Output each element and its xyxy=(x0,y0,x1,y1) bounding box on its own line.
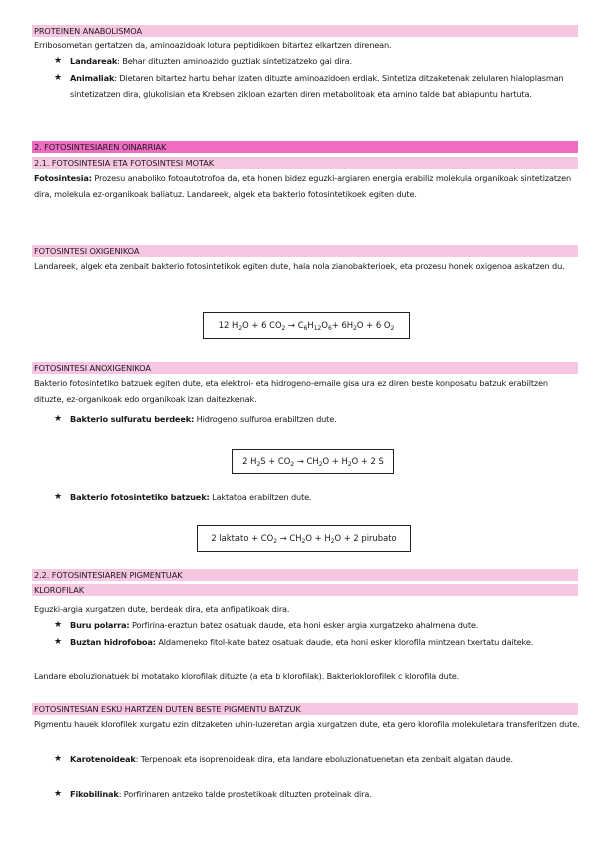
formula-sub: 2 xyxy=(238,325,243,332)
formula-part: H xyxy=(307,320,314,330)
list-item xyxy=(54,70,578,103)
formula-box-sulfur xyxy=(232,449,394,474)
star-bullet-icon: ★ xyxy=(54,492,62,502)
formula-box-oxygenic xyxy=(203,312,410,339)
star-bullet-icon: ★ xyxy=(54,73,62,83)
section-header-proteinen-anabolismoa: PROTEINEN ANABOLISMOA xyxy=(32,25,578,37)
formula-part: 12 H xyxy=(218,320,239,330)
formula-sub: 2 xyxy=(330,538,335,545)
section-header-fotosintesiaren-oinarriak: 2. FOTOSINTESIAREN OINARRIAK xyxy=(32,141,578,153)
term: Animaliak xyxy=(70,73,115,83)
formula-sub: 2 xyxy=(273,538,278,545)
paragraph: Bakterio fotosintetiko batzuek egiten dute, eta elektroi- eta hidrogeno-emaile gisa ura ez diren beste konposatu batzuk erabiltzen dituzte, ez-organikoak edo organikoak izan daitezkenak. xyxy=(34,378,548,405)
formula-sub: 2 xyxy=(353,325,357,332)
list-item xyxy=(54,751,578,767)
list-item xyxy=(54,786,578,802)
formula-part: O + 2 pirubato xyxy=(334,533,397,543)
term: Buztan hidrofoboa: xyxy=(70,637,156,647)
term: Buru polarra: xyxy=(70,620,130,630)
item-text: Hidrogeno sulfuroa erabiltzen dute. xyxy=(194,414,337,424)
definition-text: Prozesu anaboliko fotoautotrofoa da, eta honen bidez eguzki-argiaren energia erabiliz molekula organikoak sintetizatzen dira, molekula ez-organikoak baliatuz. Landareek, algek eta bakterio fotosintetikoek egiten dute. xyxy=(34,173,571,200)
item-text: Porfirina-eraztun batez osatuak daude, eta honi esker argia xurgatzeko ahalmena dute. xyxy=(129,620,479,630)
star-bullet-icon: ★ xyxy=(54,414,62,424)
list-item xyxy=(54,634,578,650)
formula-sub: 2 xyxy=(256,461,261,468)
paragraph: Pigmentu hauek klorofilek xurgatu ezin ditzaketen uhin-luzeretan argia xurgatzen dute, eta gero klorofila molekuletara transferitzen dute. xyxy=(34,719,580,729)
formula-part: O + H xyxy=(305,533,331,543)
formula-sub: 2 xyxy=(290,461,295,468)
formula-part: O + 6 O xyxy=(356,320,391,330)
paragraph: Erribosometan gertatzen da, aminoazidoak lotura peptidikoen bitartez elkartzen direnean. xyxy=(34,40,392,50)
formula-part: O + 6 CO xyxy=(242,320,282,330)
formula-part: 2 laktato + CO xyxy=(211,533,274,543)
item-text: : Porfirinaren antzeko talde prostetikoak dituzten proteinak dira. xyxy=(118,789,372,799)
subsection-header-klorofilak: KLOROFILAK xyxy=(32,584,578,596)
formula-sub: 2 xyxy=(318,461,323,468)
formula-sub: 6 xyxy=(303,325,308,332)
formula-part: O + 2 S xyxy=(351,456,384,466)
section-header-beste-pigmentuak: FOTOSINTESIAN ESKU HARTZEN DUTEN BESTE PIGMENTU BATZUK xyxy=(32,703,578,715)
star-bullet-icon: ★ xyxy=(54,754,62,764)
star-bullet-icon: ★ xyxy=(54,620,62,630)
formula-part: → C xyxy=(285,320,304,330)
subsection-header-fotosintesi-motak: 2.1. FOTOSINTESIA ETA FOTOSINTESI MOTAK xyxy=(32,157,578,169)
list-item xyxy=(54,489,578,505)
term: Karotenoideak xyxy=(70,754,136,764)
section-header-fotosintesi-anoxigenikoa: FOTOSINTESI ANOXIGENIKOA xyxy=(32,362,578,374)
formula-part: → CH xyxy=(277,533,302,543)
list-item xyxy=(54,411,578,427)
item-text: Aldameneko fitol-kate batez osatuak daude, eta honi esker klorofila mintzean txertatu daiteke. xyxy=(155,637,534,647)
list-item xyxy=(54,617,578,633)
formula-sub: 6 xyxy=(327,325,332,332)
item-text: Laktatoa erabiltzen dute. xyxy=(209,492,312,502)
section-header-fotosintesiaren-pigmentuak: 2.2. FOTOSINTESIAREN PIGMENTUAK xyxy=(32,569,578,581)
paragraph: Eguzki-argia xurgatzen dute, berdeak dira, eta anfipatikoak dira. xyxy=(34,604,290,614)
formula-sub: 2 xyxy=(301,538,306,545)
star-bullet-icon: ★ xyxy=(54,637,62,647)
item-text: : Dietaren bitartez hartu behar izaten dituzte aminoazidoen erdiak. Sintetiza ditzaketenak zelularen hialoplasman sintetizatzen dira, glukolisian eta Krebsen zikloan ezarten diren metabolitoak eta amino talde bat abiapuntu hartuta. xyxy=(70,73,564,100)
term: Landareak xyxy=(70,56,118,66)
formula-part: 2 H xyxy=(242,456,257,466)
list-item xyxy=(54,53,578,69)
formula-part: O xyxy=(321,320,328,330)
formula-part: O + H xyxy=(322,456,348,466)
definition-paragraph xyxy=(34,170,580,203)
term: Fotosintesia: xyxy=(34,173,92,183)
formula-sub: 2 xyxy=(281,325,286,332)
paragraph: Landare eboluzionatuek bi motatako klorofilak dituzte (a eta b klorofilak). Bakterioklorofilek c klorofila dute. xyxy=(34,671,460,681)
term: Fikobilinak xyxy=(70,789,119,799)
term: Bakterio fotosintetiko batzuek: xyxy=(70,492,210,502)
formula-part: + 6H xyxy=(331,320,354,330)
term: Bakterio sulfuratu berdeek: xyxy=(70,414,195,424)
paragraph: Landareek, algek eta zenbait bakterio fotosintetikok egiten dute, hala nola zianobakterioek, eta prozesu honek oxigenoa askatzen du. xyxy=(34,261,565,271)
formula-sub: 2 xyxy=(347,461,352,468)
formula-sub: 12 xyxy=(313,325,322,332)
formula-box-laktato xyxy=(197,525,411,552)
formula-part: → CH xyxy=(294,456,319,466)
item-text: : Behar dituzten aminoazido guztiak sintetizatzeko gai dira. xyxy=(117,56,352,66)
formula-sub: 2 xyxy=(390,325,395,332)
star-bullet-icon: ★ xyxy=(54,789,62,799)
section-header-fotosintesi-oxigenikoa: FOTOSINTESI OXIGENIKOA xyxy=(32,245,578,257)
star-bullet-icon: ★ xyxy=(54,56,62,66)
formula-part: S + CO xyxy=(260,456,291,466)
item-text: : Terpenoak eta isoprenoideak dira, eta landare eboluzionatuenetan eta zenbait algatan daude. xyxy=(135,754,513,764)
